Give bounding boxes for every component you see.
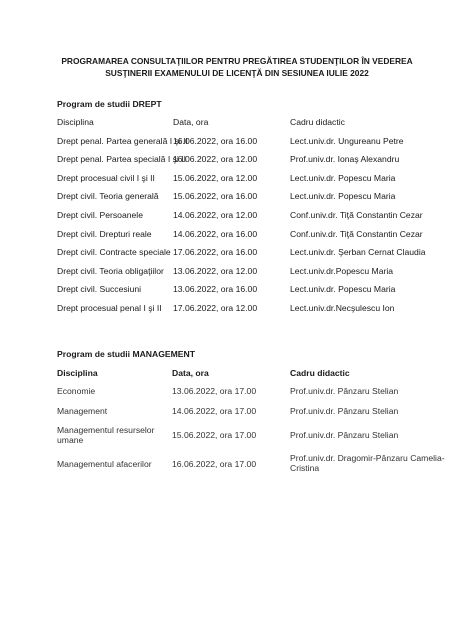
cell-cadru-didactic: Lect.univ.dr.Necşulescu Ion bbox=[290, 302, 395, 313]
cell-cadru-didactic: Conf.univ.dr. Tiţă Constantin Cezar bbox=[290, 228, 423, 239]
cell-cadru-didactic: Lect.univ.dr. Şerban Cernat Claudia bbox=[290, 247, 426, 258]
title-line-1: PROGRAMAREA CONSULTAŢIILOR PENTRU PREGĂTIREA STUDENŢILOR ÎN VEDEREA bbox=[61, 56, 413, 66]
drept-schedule-table bbox=[57, 117, 437, 322]
cell-cadru-didactic: Prof.univ.dr. Pânzaru Stelian bbox=[290, 406, 399, 416]
table-row bbox=[57, 266, 437, 285]
cell-disciplina: Drept civil. Teoria obligaţiilor bbox=[57, 265, 164, 276]
cell-cadru-didactic: Conf.univ.dr. Tiţă Constantin Cezar bbox=[290, 209, 423, 220]
cell-disciplina: Drept civil. Teoria generală bbox=[57, 191, 159, 202]
drept-section-heading: Program de studii DREPT bbox=[57, 99, 162, 109]
cell-data-ora: 16.06.2022, ora 17.00 bbox=[172, 459, 257, 469]
table-row bbox=[57, 386, 447, 406]
cell-data-ora: 16.06.2022, ora 16.00 bbox=[173, 135, 258, 146]
cell-data-ora: 15.06.2022, ora 16.00 bbox=[173, 191, 258, 202]
cell-disciplina: Drept penal. Partea generală I şi II bbox=[57, 135, 188, 146]
cell-cadru-didactic: Lect.univ.dr. Ungureanu Petre bbox=[290, 135, 404, 146]
cell-data-ora: 13.06.2022, ora 12.00 bbox=[173, 265, 258, 276]
table-row bbox=[57, 173, 437, 192]
table-row bbox=[57, 154, 437, 173]
table-row bbox=[57, 284, 437, 303]
cell-cadru-didactic: Prof.univ.dr. Pânzaru Stelian bbox=[290, 386, 399, 396]
table-row bbox=[57, 406, 447, 423]
cell-disciplina: Drept civil. Succesiuni bbox=[57, 284, 142, 295]
table-row bbox=[57, 191, 437, 210]
cell-disciplina: Drept civil. Drepturi reale bbox=[57, 228, 152, 239]
document-title bbox=[40, 55, 434, 79]
management-schedule-table bbox=[57, 368, 447, 477]
header-data-ora: Data, ora bbox=[172, 368, 209, 378]
cell-disciplina: Drept penal. Partea specială I şi II bbox=[57, 154, 186, 165]
cell-cadru-didactic: Lect.univ.dr.Popescu Maria bbox=[290, 265, 394, 276]
table-row bbox=[57, 210, 437, 229]
header-cadru-didactic: Cadru didactic bbox=[290, 117, 345, 127]
cell-disciplina: Drept civil. Persoanele bbox=[57, 209, 143, 220]
cell-disciplina: Drept procesual civil I şi II bbox=[57, 172, 155, 183]
cell-data-ora: 16.06.2022, ora 12.00 bbox=[173, 154, 258, 165]
cell-cadru-didactic: Prof.univ.dr. Pânzaru Stelian bbox=[290, 430, 399, 440]
cell-disciplina: Managementul afacerilor bbox=[57, 459, 152, 469]
table-row bbox=[57, 423, 447, 453]
cell-data-ora: 17.06.2022, ora 12.00 bbox=[173, 302, 258, 313]
cell-data-ora: 13.06.2022, ora 17.00 bbox=[172, 386, 257, 396]
cell-data-ora: 14.06.2022, ora 17.00 bbox=[172, 406, 257, 416]
cell-cadru-didactic: Prof.univ.dr. Ionaş Alexandru bbox=[290, 154, 400, 165]
management-section-heading: Program de studii MANAGEMENT bbox=[57, 349, 195, 359]
cell-cadru-didactic: Prof.univ.dr. Dragomir-Pânzaru Camelia-Cristina bbox=[290, 453, 445, 473]
cell-data-ora: 13.06.2022, ora 16.00 bbox=[173, 284, 258, 295]
title-line-2: SUSŢINERII EXAMENULUI DE LICENŢĂ DIN SESIUNEA IULIE 2022 bbox=[105, 68, 369, 78]
table-row bbox=[57, 247, 437, 266]
cell-disciplina: Managementul resurselor umane bbox=[57, 425, 155, 445]
cell-cadru-didactic: Lect.univ.dr. Popescu Maria bbox=[290, 191, 396, 202]
cell-data-ora: 15.06.2022, ora 17.00 bbox=[172, 430, 257, 440]
header-disciplina: Disciplina bbox=[57, 368, 98, 378]
table-row bbox=[57, 136, 437, 155]
header-disciplina: Disciplina bbox=[57, 117, 94, 127]
cell-cadru-didactic: Lect.univ.dr. Popescu Maria bbox=[290, 284, 396, 295]
cell-disciplina: Management bbox=[57, 406, 108, 416]
table-header-row bbox=[57, 117, 437, 136]
cell-data-ora: 17.06.2022, ora 16.00 bbox=[173, 247, 258, 258]
cell-cadru-didactic: Lect.univ.dr. Popescu Maria bbox=[290, 172, 396, 183]
cell-data-ora: 15.06.2022, ora 12.00 bbox=[173, 172, 258, 183]
table-row bbox=[57, 229, 437, 248]
table-header-row bbox=[57, 368, 447, 386]
cell-data-ora: 14.06.2022, ora 16.00 bbox=[173, 228, 258, 239]
header-cadru-didactic: Cadru didactic bbox=[290, 368, 350, 378]
table-row bbox=[57, 453, 447, 477]
cell-disciplina: Economie bbox=[57, 386, 96, 396]
cell-data-ora: 14.06.2022, ora 12.00 bbox=[173, 209, 258, 220]
cell-disciplina: Drept civil. Contracte speciale bbox=[57, 247, 171, 258]
cell-disciplina: Drept procesual penal I şi II bbox=[57, 302, 162, 313]
table-row bbox=[57, 303, 437, 322]
header-data-ora: Data, ora bbox=[173, 117, 209, 127]
